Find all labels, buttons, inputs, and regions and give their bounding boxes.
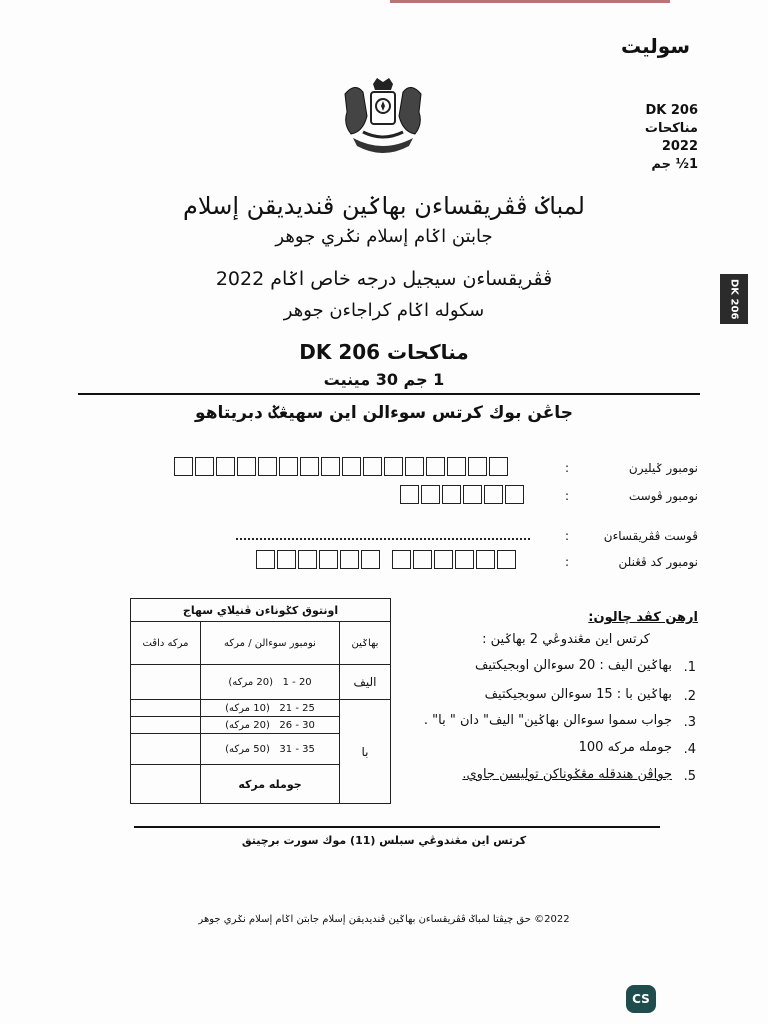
code-line-4: 1½ جم [651,157,698,172]
digit-box[interactable] [174,457,193,476]
kod-label: نومبور كد ڤڠنلن [618,555,698,569]
digit-box[interactable] [216,457,235,476]
digit-box[interactable] [384,457,403,476]
kod-boxes[interactable] [256,550,516,569]
duration: 1 جم 30 مينيت [323,370,445,389]
digit-box[interactable] [298,550,317,569]
digit-box[interactable] [442,485,461,504]
digit-box[interactable] [468,457,487,476]
digit-box[interactable] [340,550,359,569]
score-table-title: اونتوق كݢوناءن ڤنيلاي سهاج [131,599,391,622]
digit-box[interactable] [497,550,516,569]
digit-box[interactable] [434,550,453,569]
subject-title: مناكحات DK 206 [299,340,469,364]
digit-box[interactable] [300,457,319,476]
digit-box[interactable] [505,485,524,504]
pos-center-label: ڤوست ڤڤريقساءن [603,529,698,543]
digit-box[interactable] [321,457,340,476]
warning-text: جاڠن بوك كرتس سوءالن اين سهيڠݢ دبريتاهو [195,403,573,423]
digit-box[interactable] [237,457,256,476]
marks-obtained-cell[interactable] [131,734,201,765]
marks-obtained-cell[interactable] [131,700,201,717]
digit-box[interactable] [258,457,277,476]
digit-box[interactable] [421,485,440,504]
col-section: بهاݢين [340,622,391,665]
digit-box[interactable] [319,550,338,569]
instr-item-1: بهاݢين اليف : 20 سوءالن اوبجيكتيف [474,658,672,673]
subject-code-block [645,102,698,174]
digit-box[interactable] [256,550,275,569]
marks-obtained-cell[interactable] [131,717,201,734]
code-line-2: مناكحات [644,121,698,136]
colon: : [565,555,570,569]
question-range: 20 - 1 [282,676,312,688]
digit-box[interactable] [361,550,380,569]
top-edge-line [390,0,670,3]
code-line-3: 2022 [661,139,698,154]
instr-item-5: جواڤن هندقله مڠݢوناكن توليسن جاوي. [462,767,672,782]
col-marks: مركه داڤت [131,622,201,665]
giliran-boxes[interactable] [174,457,508,476]
question-range: 25 - 21 [279,702,315,714]
side-tab: DK 206 [720,274,748,324]
colon: : [565,489,570,503]
footer-divider [134,826,660,828]
giliran-label: نومبور ݢيليرن [628,461,698,475]
question-marks: (20 مركه) [228,676,274,688]
colon: : [565,461,570,475]
corner-label: سوليت [620,34,690,58]
digit-box[interactable] [455,550,474,569]
camscanner-badge-icon: CS [626,985,656,1013]
col-question: نومبور سوءالن / مركه [201,622,340,665]
digit-box[interactable] [400,485,419,504]
instr-item-2: بهاݢين با : 15 سوءالن سوبجيكتيف [484,687,672,702]
digit-box[interactable] [405,457,424,476]
digit-box[interactable] [476,550,495,569]
school-title: سكوله اݢام كراجاءن جوهر [283,300,485,321]
table-row [201,700,340,717]
digit-box[interactable] [463,485,482,504]
total-marks-cell[interactable] [131,765,201,804]
table-row [201,717,340,734]
digit-box[interactable] [426,457,445,476]
exam-title: ڤڤريقساءن سيجيل درجه خاص اݢام 2022 [215,268,553,290]
question-marks: (10 مركه) [225,702,270,714]
question-marks: (50 مركه) [225,743,270,755]
instr-number: 3. [683,715,696,730]
score-table [130,598,391,804]
instr-number: 1. [683,660,696,675]
section-a-label: اليف [340,665,391,700]
digit-box[interactable] [195,457,214,476]
instr-number: 4. [683,742,696,757]
total-label: جوملە مركه [201,765,340,804]
digit-box[interactable] [363,457,382,476]
instructions-heading: ارهن كڤد چالون: [588,610,698,625]
digit-box[interactable] [279,457,298,476]
colon: : [565,529,570,543]
table-row [201,734,340,765]
digit-box[interactable] [484,485,503,504]
pos-center-dotted-line[interactable] [236,530,530,540]
state-crest-icon [333,76,433,160]
digit-box[interactable] [342,457,361,476]
question-range: 30 - 26 [279,719,315,731]
pos-label: نومبور ڤوست [628,489,698,503]
code-line-1: DK 206 [645,103,698,118]
instr-item-4: جوملە مركه 100 [578,740,672,755]
instr-item-3: جواب سموا سوءالن بهاݢين" اليف" دان " با" . [423,713,672,728]
question-marks: (20 مركه) [225,719,270,731]
institution-title: لمباݢ ڤڤريقساءن بهاݢين ڤنديديقن إسلام [183,192,585,220]
department-title: جابتن اݢام إسلام نݢري جوهر [275,226,493,247]
digit-box[interactable] [447,457,466,476]
divider-line [78,393,700,395]
page-count-note: كرتس اين مڠندوڠي سبلس (11) موك سورت برچيتق [241,834,527,847]
pos-boxes[interactable] [400,485,524,504]
section-b-label: با [340,700,391,804]
digit-box[interactable] [413,550,432,569]
marks-obtained-cell[interactable] [131,665,201,700]
instr-number: 2. [683,689,696,704]
table-row [201,665,340,700]
digit-box[interactable] [277,550,296,569]
instr-number: 5. [683,769,696,784]
instructions-intro: كرتس اين مڠندوڠي 2 بهاݢين : [482,632,650,647]
digit-box[interactable] [489,457,508,476]
digit-box[interactable] [392,550,411,569]
question-range: 35 - 31 [279,743,315,755]
copyright-note: 2022© حق چيڤتا لمباݢ ڤڤريقساءن بهاݢين ڤنديديقن إسلام جابتن اݢام إسلام نݢري جوهر [198,914,570,925]
